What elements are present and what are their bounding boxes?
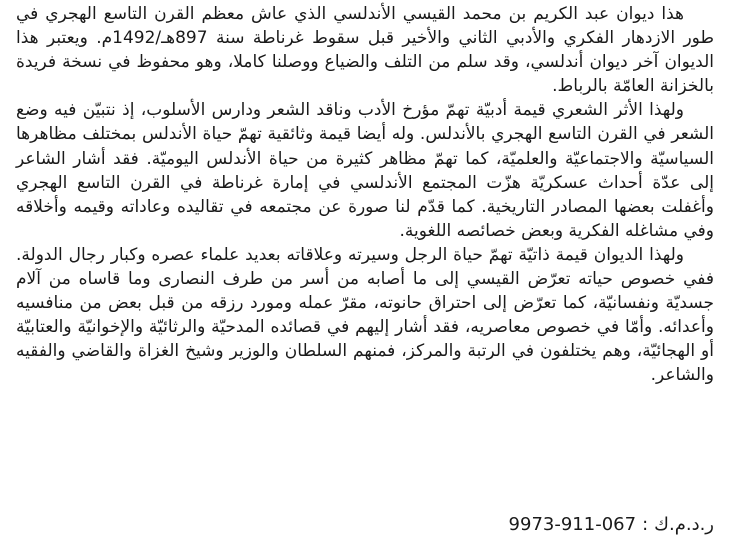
paragraph-intro: هذا ديوان عبد الكريم بن محمد القيسي الأندلسي الذي عاش معظم القرن التاسع الهجري في طور الازدهار الفكري والأدبي الثاني والأخير قبل سقوط غرناطة سنة 897هـ/1492م. ويعتبر هذا الديوان آخر ديوان أندلسي، وقد سلم من التلف والضياع ووصلنا كاملا، وهو محفوظ في نسخة فريدة بالخزانة العامّة بالرباط. [16,4,714,97]
isbn-line [509,514,714,536]
isbn-label: ر.د.م.ك [654,514,714,535]
paragraph-literary-value: ولهذا الأثر الشعري قيمة أدبيّة تهمّ مؤرخ الأدب وناقد الشعر ودارس الأسلوب، إذ نتبيّن فيه وضع الشعر في القرن التاسع الهجري بالأندلس. وله أيضا قيمة وثائقية تهمّ حياة الأندلس بمختلف مظاهرها السياسيّة والاجتماعيّة والعلميّة، كما تهمّ مظاهر كثيرة من حياة الأندلس اليوميّة. فقد أشار الشاعر إلى عدّة أحداث عسكريّة هزّت المجتمع الأندلسي في إمارة غرناطة في القرن التاسع الهجري وأغفلت بعضها المصادر التاريخية. كما قدّم لنا صورة عن مجتمعه في تقاليده وعاداته وقيمه وأخلاقه وفي مشاغله الفكرية وبعض خصائصه اللغوية. [16,100,714,241]
paragraph-personal-value: ولهذا الديوان قيمة ذاتيّة تهمّ حياة الرجل وسيرته وعلاقاته بعديد علماء عصره وكبار رجال الدولة. ففي خصوص حياته تعرّض القيسي إلى ما أصابه من أسر من طرف النصارى وما قاساه من آلام جسديّة ونفسانيّة، كما تعرّض إلى احتراق حانوته، مقرّ عمله ومورد رزقه من قبل بعض من منافسيه وأعدائه. وأمّا في خصوص معاصريه، فقد أشار إليهم في قصائده المدحيّة والرثائيّة والإخوانيّة والعتابيّة أو الهجائيّة، وهم يختلفون في الرتبة والمركز، فمنهم السلطان والوزير وشيخ الغزاة والقاضي والفقيه والشاعر. [16,244,714,386]
isbn-value: 9973-911-067 [508,514,637,535]
isbn-separator: : [642,514,649,535]
description-text [16,2,714,388]
